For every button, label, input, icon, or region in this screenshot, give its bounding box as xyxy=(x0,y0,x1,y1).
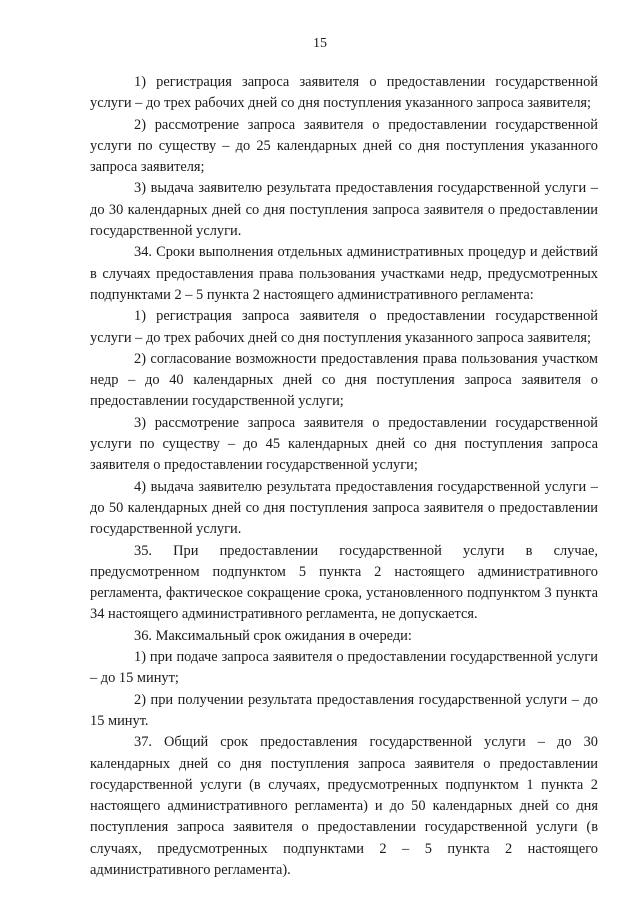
paragraph-clause-36: 36. Максимальный срок ожидания в очереди: xyxy=(134,627,412,644)
paragraph-clause-34: 34. Сроки выполнения отдельных административных процедур и действий в случаях предоставления права пользования участками недр, предусмотренных подпунктами 2 – 5 пункта 2 настоящего административного регламента: xyxy=(90,244,598,303)
paragraph-34-item-2: 2) согласование возможности предоставления права пользования участком недр – до 40 календарных дней со дня поступления запроса заявителя о предоставлении государственной услуги; xyxy=(90,350,598,410)
paragraph-item-3: 3) выдача заявителю результата предоставления государственной услуги – до 30 календарных дней со дня поступления запроса заявителя о предоставлении государственной услуги. xyxy=(90,180,598,240)
page-number: 15 xyxy=(313,36,327,51)
paragraph-clause-35: 35. При предоставлении государственной услуги в случае, предусмотренном подпунктом 5 пункта 2 настоящего административного регламента, фактическое сокращение срока, установленного подпунктом 3 пункта 34 настоящего административного регламента, не допускается. xyxy=(90,542,598,623)
paragraph-item-1: 1) регистрация запроса заявителя о предоставлении государственной услуги – до трех рабочих дней со дня поступления указанного запроса заявителя; xyxy=(90,74,598,112)
paragraph-34-item-3: 3) рассмотрение запроса заявителя о предоставлении государственной услуги по существу – до 45 календарных дней со дня поступления запроса заявителя о предоставлении государственной услуги; xyxy=(90,414,598,474)
paragraph-34-item-4: 4) выдача заявителю результата предоставления государственной услуги – до 50 календарных дней со дня поступления запроса заявителя о предоставлении государственной услуги. xyxy=(90,478,598,538)
paragraph-item-2: 2) рассмотрение запроса заявителя о предоставлении государственной услуги по существу – до 25 календарных дней со дня поступления указанного запроса заявителя; xyxy=(90,116,598,176)
document-body xyxy=(90,72,598,881)
paragraph-36-item-2: 2) при получении результата предоставления государственной услуги – до 15 минут. xyxy=(90,691,598,729)
paragraph-34-item-1: 1) регистрация запроса заявителя о предоставлении государственной услуги – до трех рабочих дней со дня поступления указанного запроса заявителя; xyxy=(90,308,598,346)
paragraph-clause-37: 37. Общий срок предоставления государственной услуги – до 30 календарных дней со дня поступления запроса заявителя о предоставлении государственной услуги (в случаях, предусмотренных подпунктом 1 пункта 2 настоящего административного регламента) и до 50 календарных дней со дня поступления запроса заявителя о предоставлении государственной услуги (в случаях, предусмотренных подпунктами 2 – 5 пункта 2 настоящего административного регламента). xyxy=(90,734,598,878)
paragraph-36-item-1: 1) при подаче запроса заявителя о предоставлении государственной услуги – до 15 минут; xyxy=(90,649,598,687)
